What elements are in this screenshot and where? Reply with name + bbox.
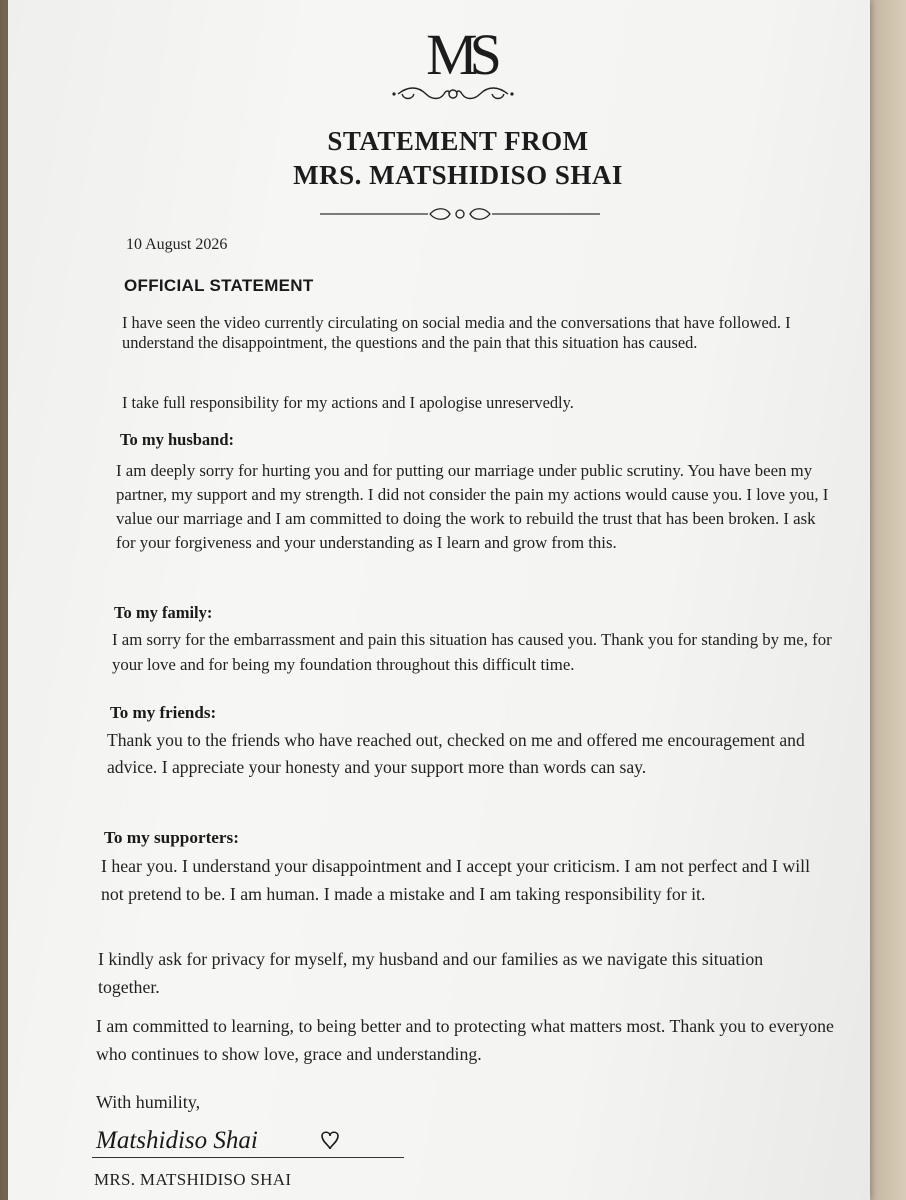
family-paragraph: I am sorry for the embarrassment and pain this situation has caused you. Thank you for standing by me, for your love and for being my foundation throughout this difficult time. xyxy=(112,630,832,674)
friends-paragraph: Thank you to the friends who have reached out, checked on me and offered me encouragement and advice. I appreciate your honesty and your support more than words can say. xyxy=(107,730,805,777)
heart-icon xyxy=(322,1132,338,1149)
statement-date: 10 August 2026 xyxy=(126,236,228,253)
signature-line xyxy=(92,1157,404,1158)
sign-off: With humility, xyxy=(96,1092,201,1112)
husband-paragraph: I am deeply sorry for hurting you and for putting our marriage under public scrutiny. You have been my partner, my support and my strength. I did not consider the pain my actions would cause you. I love you, I value our marriage and I am committed to doing the work to rebuild the trust that has been broken. I ask for your forgiveness and your understanding as I learn and grow from this. xyxy=(116,461,829,552)
official-statement-heading: OFFICIAL STATEMENT xyxy=(124,276,314,295)
husband-heading: To my husband: xyxy=(120,430,235,449)
privacy-paragraph: I kindly ask for privacy for myself, my husband and our families as we navigate this situation together. xyxy=(98,949,764,997)
supporters-heading: To my supporters: xyxy=(104,828,239,847)
supporters-paragraph: I hear you. I understand your disappointment and I accept your criticism. I am not perfect and I will not pretend to be. I am human. I made a mistake and I am taking responsibility for it. xyxy=(101,856,811,904)
title-line-1: STATEMENT FROM xyxy=(327,126,589,156)
letter-paper xyxy=(8,0,870,1200)
signature-text: Matshidiso Shai xyxy=(96,1127,258,1154)
divider-ornament-icon xyxy=(320,204,600,224)
friends-heading: To my friends: xyxy=(110,703,217,722)
closing-paragraph: I am committed to learning, to being better and to protecting what matters most. Thank you to everyone who continues to show love, grace and understanding. xyxy=(96,1016,834,1064)
paragraph-responsibility: I take full responsibility for my actions and I apologise unreservedly. xyxy=(122,393,574,412)
title-line-2: MRS. MATSHIDISO SHAI xyxy=(293,160,623,190)
paragraph-video: I have seen the video currently circulating on social media and the conversations that have followed. I understand the disappointment, the questions and the pain that this situation has caused. xyxy=(122,313,791,352)
handwritten-signature xyxy=(94,1122,344,1158)
ornament-flourish-icon xyxy=(388,82,518,106)
logo-text: MS xyxy=(426,22,494,84)
signatory-name: MRS. MATSHIDISO SHAI xyxy=(94,1170,292,1189)
ms-monogram-logo xyxy=(410,22,510,84)
family-heading: To my family: xyxy=(114,603,213,622)
